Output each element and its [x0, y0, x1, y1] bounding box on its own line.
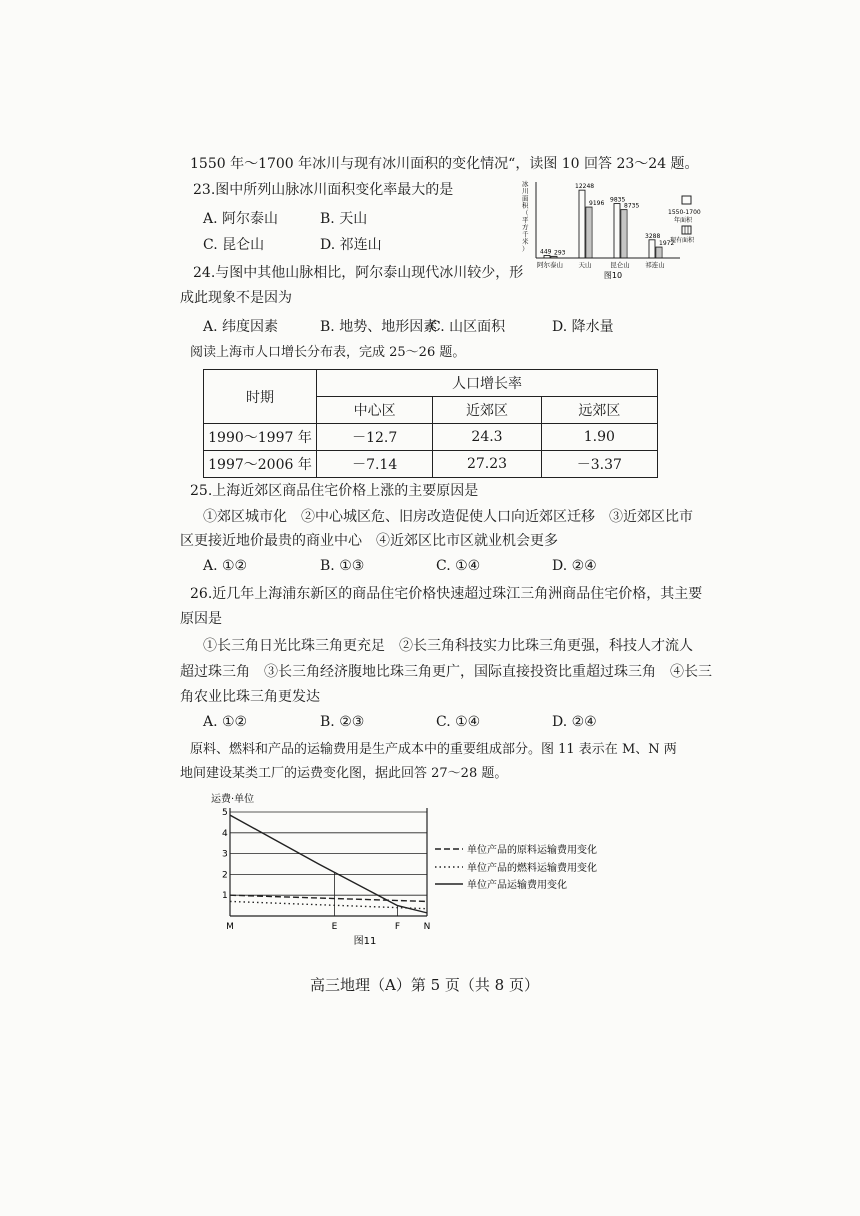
- fig11-x-label: N: [423, 922, 431, 932]
- population-growth-table: [203, 369, 658, 478]
- table-row: [204, 451, 658, 478]
- q25-option-a: A. ①②: [203, 558, 248, 574]
- fig10-bar-current: [586, 207, 592, 258]
- q23-option-c: C. 昆仑山: [203, 237, 265, 253]
- table-cell-period: 1990～1997 年: [204, 424, 317, 451]
- q26-option-b: B. ②③: [320, 714, 365, 730]
- question-24-stem-1: 24.与图中其他山脉相比，阿尔泰山现代冰川较少，形: [193, 265, 524, 281]
- fig10-y-label-char: 川: [522, 187, 529, 196]
- table-subheader-center: 中心区: [317, 397, 433, 424]
- q23-option-a: A. 阿尔泰山: [203, 211, 279, 227]
- fig11-y-tick-label: 3: [222, 849, 228, 860]
- table-cell: 27.23: [433, 451, 541, 478]
- fig10-category-label: 天山: [578, 261, 592, 269]
- table-subheader-far: 远郊区: [541, 397, 657, 424]
- fig10-data-label: 3288: [645, 232, 661, 240]
- fig10-y-label-char: 平: [522, 216, 529, 224]
- q26-option-a: A. ①②: [203, 714, 248, 730]
- table-cell: －3.37: [541, 451, 657, 478]
- page-footer: 高三地理（A）第 5 页（共 8 页）: [310, 976, 539, 994]
- fig11-x-label: F: [394, 922, 401, 932]
- fig10-category-label: 阿尔泰山: [537, 261, 563, 269]
- fig11-legend-3: 单位产品运输费用变化: [467, 880, 567, 891]
- q24-option-a: A. 纬度因素: [203, 319, 279, 335]
- fig11-intro-2: 地间建设某类工厂的运费变化图，据此回答 27～28 题。: [180, 766, 508, 781]
- fig10-bar-current: [551, 256, 557, 258]
- fig10-data-label: 8735: [624, 202, 640, 210]
- table-cell: －7.14: [317, 451, 433, 478]
- fig10-y-label-char: 积: [522, 201, 529, 210]
- fig10-legend-1: 1550-1700: [668, 209, 701, 216]
- q26-option-c: C. ①④: [436, 714, 481, 730]
- fig10-bar-current: [621, 210, 627, 258]
- fig10-y-label-char: ）: [522, 244, 529, 253]
- fig10-legend-swatch-historic: [682, 196, 691, 204]
- fig11-line-material: [230, 895, 427, 901]
- fig10-bar-historic: [544, 256, 550, 258]
- fig11-line-total: [230, 815, 427, 913]
- fig11-y-tick-label: 1: [222, 891, 228, 902]
- table-header-period: 时期: [204, 370, 317, 424]
- fig10-bar-historic: [579, 190, 585, 258]
- q26-statements-3: 角农业比珠三角更发达: [180, 689, 320, 705]
- q25-statements-2: 区更接近地价最贵的商业中心 ④近郊区比市区就业机会更多: [180, 533, 558, 549]
- fig10-data-label: 293: [554, 249, 566, 257]
- table-subheader-near: 近郊区: [433, 397, 541, 424]
- fig10-caption: 图10: [603, 271, 623, 280]
- table-cell: －12.7: [317, 424, 433, 451]
- fig11-y-tick-label: 4: [222, 828, 228, 839]
- question-23-stem: 23.图中所列山脉冰川面积变化率最大的是: [193, 182, 454, 198]
- table-row: [204, 424, 658, 451]
- fig10-bar-current: [656, 247, 662, 258]
- q26-statements-2: 超过珠三角 ③长三角经济腹地比珠三角更广，国际直接投资比重超过珠三角 ④长三: [180, 664, 712, 680]
- fig10-y-label-char: 千: [522, 230, 529, 239]
- table-cell: 1.90: [541, 424, 657, 451]
- fig10-category-label: 祁连山: [645, 261, 665, 269]
- q24-option-c: C. 山区面积: [430, 319, 506, 335]
- q25-statements-1: ①郊区城市化 ②中心城区危、旧房改造促使人口向近郊区迁移 ③近郊区比市: [203, 509, 693, 525]
- question-26-stem-2: 原因是: [180, 611, 222, 627]
- figure-10-chart: [518, 176, 708, 282]
- fig10-data-label: 1972: [659, 240, 675, 248]
- fig10-bar-historic: [649, 240, 655, 258]
- fig10-category-label: 昆仑山: [610, 261, 630, 269]
- table-header-growth: 人口增长率: [317, 370, 658, 397]
- q25-option-b: B. ①③: [320, 558, 365, 574]
- table-cell: 24.3: [433, 424, 541, 451]
- fig10-y-label-char: 方: [522, 223, 529, 232]
- question-26-stem-1: 26.近几年上海浦东新区的商品住宅价格快速超过珠江三角洲商品住宅价格，其主要: [190, 586, 703, 602]
- fig10-y-label-char: 米: [522, 237, 529, 246]
- q26-option-d: D. ②④: [552, 714, 597, 730]
- fig11-x-label: E: [331, 922, 338, 932]
- question-25-stem: 25.上海近郊区商品住宅价格上涨的主要原因是: [190, 483, 479, 499]
- fig11-intro-1: 原料、燃料和产品的运输费用是生产成本中的重要组成部分。图 11 表示在 M、N 两: [190, 742, 677, 757]
- fig11-legend-2: 单位产品的燃料运输费用变化: [467, 863, 597, 874]
- question-24-stem-2: 成此现象不是因为: [180, 290, 292, 306]
- fig10-data-label: 9196: [589, 200, 605, 208]
- q24-option-b: B. 地势、地形因素: [320, 319, 438, 335]
- fig11-y-tick-label: 5: [222, 808, 228, 818]
- table-cell-period: 1997～2006 年: [204, 451, 317, 478]
- intro-line: 1550 年～1700 年冰川与现有冰川面积的变化情况“，读图 10 回答 23～24 题。: [190, 156, 699, 172]
- fig10-y-label-char: 冰: [522, 180, 529, 188]
- q23-option-b: B. 天山: [320, 211, 368, 227]
- fig10-legend-3: 现有面积: [670, 237, 695, 244]
- fig10-data-label: 449: [540, 248, 552, 256]
- q25-option-d: D. ②④: [552, 558, 597, 574]
- fig11-legend-1: 单位产品的原料运输费用变化: [467, 845, 597, 856]
- fig10-data-label: 9835: [610, 196, 626, 204]
- q26-statements-1: ①长三角日光比珠三角更充足 ②长三角科技实力比珠三角更强，科技人才流人: [203, 638, 693, 654]
- fig10-legend-2: 年面积: [674, 217, 693, 224]
- fig10-y-axis-label: [522, 179, 529, 253]
- fig11-caption: 图11: [353, 936, 377, 947]
- fig11-x-label: M: [226, 922, 234, 932]
- fig10-data-label: 12248: [575, 183, 595, 191]
- fig10-y-label-char: 面: [522, 194, 529, 203]
- fig10-y-label-char: （: [522, 208, 529, 217]
- table-intro: 阅读上海市人口增长分布表，完成 25～26 题。: [190, 345, 466, 360]
- q24-option-d: D. 降水量: [552, 319, 614, 335]
- fig10-legend-swatch-current: [682, 226, 691, 234]
- fig11-y-tick-label: 2: [222, 870, 228, 881]
- q25-option-c: C. ①④: [436, 558, 481, 574]
- fig10-bar-historic: [614, 204, 620, 258]
- q23-option-d: D. 祁连山: [320, 237, 382, 253]
- fig11-y-axis-label: 运费·单位: [211, 794, 255, 805]
- figure-11-chart: [205, 788, 625, 950]
